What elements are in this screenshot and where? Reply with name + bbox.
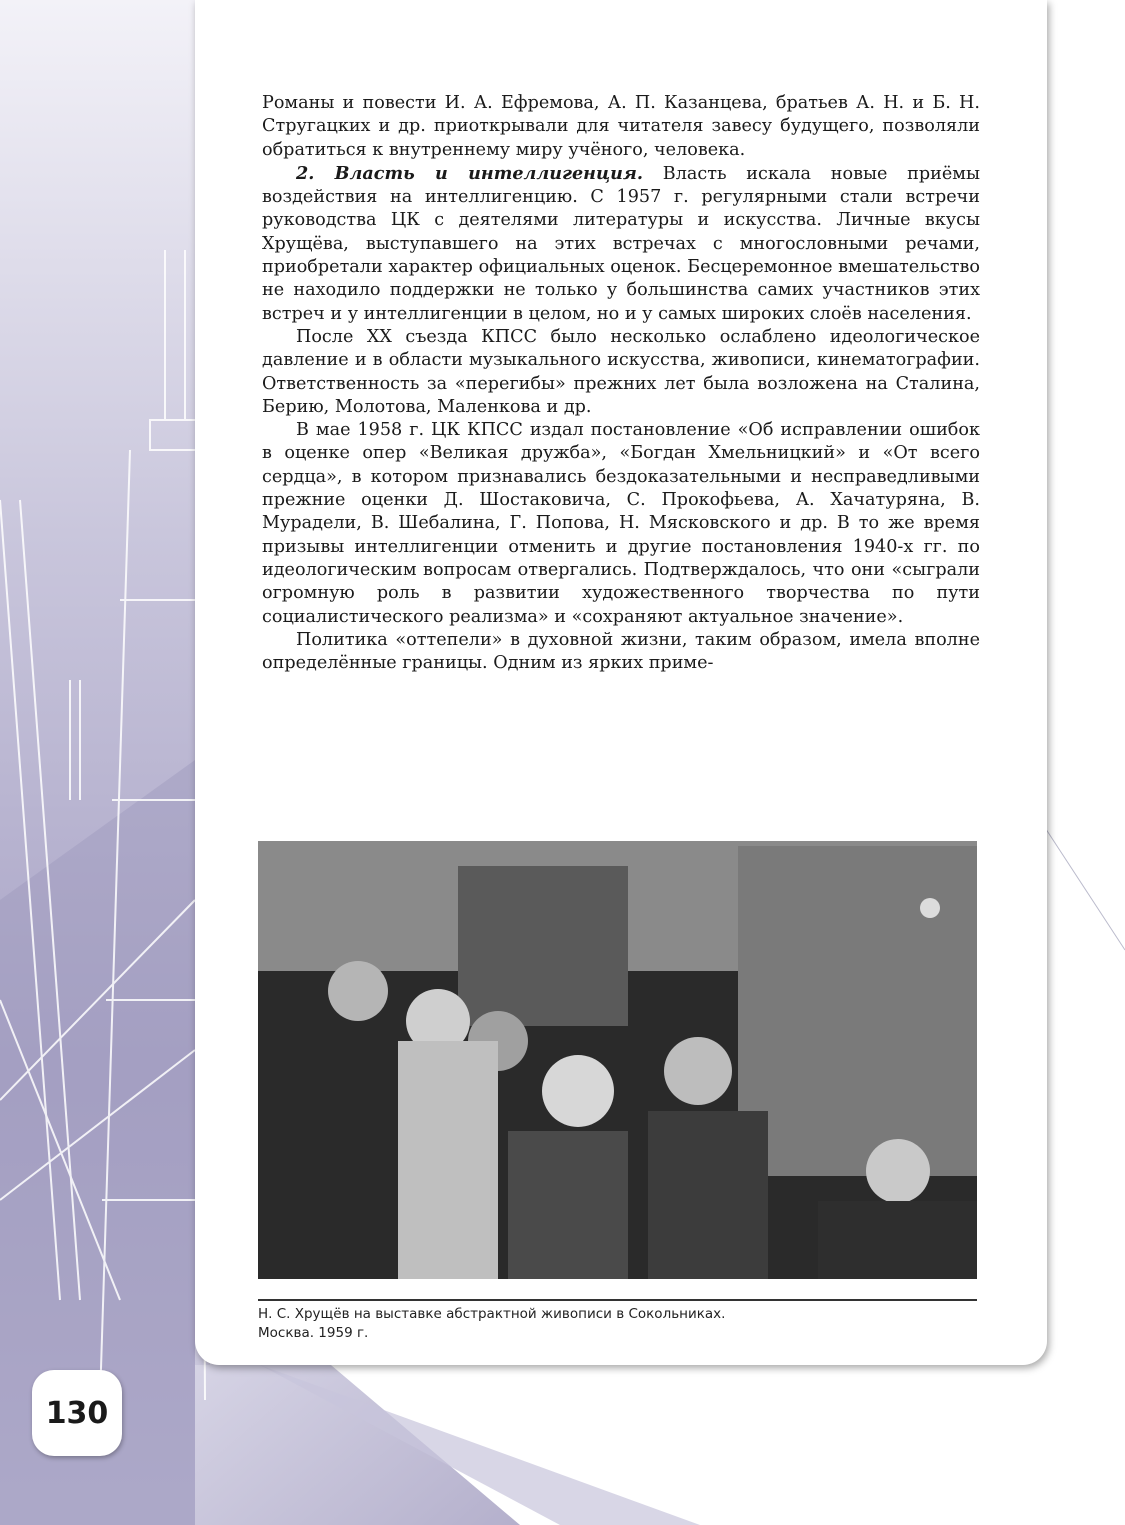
page-number-badge	[32, 1370, 122, 1456]
paragraph-5: Политика «оттепели» в духовной жизни, таким образом, имела вполне определённые границы. Одним из ярких приме-	[262, 629, 980, 674]
paragraph-2-text: Власть искала новые приёмы воздействия на интеллигенцию. С 1957 г. регулярными стали встречи руководства ЦК с деятелями литературы и искусства. Личные вкусы Хрущёва, выступавшего на этих встречах с многословными речами, приобретали характер официальных оценок. Бесцеремонное вмешательство не находило поддержки не только у большинства самих участников этих встреч и у интеллигенции в целом, но и у самых широких слоёв населения.	[262, 163, 980, 324]
photo-caption	[258, 1305, 977, 1343]
section-heading: 2. Власть и интеллигенция.	[296, 162, 644, 184]
paragraph-4: В мае 1958 г. ЦК КПСС издал постановление «Об исправлении ошибок в оценке опер «Великая дружба», «Богдан Хмельницкий» и «От всего сердца», в котором признавались бездоказательными и несправедливыми прежние оценки Д. Шостаковича, С. Прокофьева, А. Хачатуряна, В. Мурадели, В. Шебалина, Г. Попова, Н. Мясковского и др. В то же время призывы интеллигенции отменить и другие постановления 1940-х гг. по идеологическим вопросам отвергались. Подтверждалось, что они «сыграли огромную роль в развитии художественного творчества по пути социалистического реализма» и «сохраняют актуальное значение».	[262, 420, 980, 627]
caption-line-2: Москва. 1959 г.	[258, 1325, 369, 1341]
caption-line-1: Н. С. Хрущёв на выставке абстрактной живописи в Сокольниках.	[258, 1306, 726, 1322]
paragraph-2	[262, 162, 980, 326]
paragraph-3: После XX съезда КПСС было несколько ослаблено идеологическое давление и в области музыкального искусства, живописи, кинематографии. Ответственность за «перегибы» прежних лет была возложена на Сталина, Берию, Молотова, Маленкова и др.	[262, 326, 980, 417]
caption-rule	[258, 1299, 977, 1301]
photo-detail	[258, 841, 977, 1279]
page-number: 130	[45, 1395, 109, 1431]
main-text	[262, 92, 980, 675]
paragraph-1: Романы и повести И. А. Ефремова, А. П. Казанцева, братьев А. Н. и Б. Н. Стругацких и др. приоткрывали для читателя завесу будущего, позволяли обратиться к внутреннему миру учёного, человека.	[262, 93, 980, 160]
